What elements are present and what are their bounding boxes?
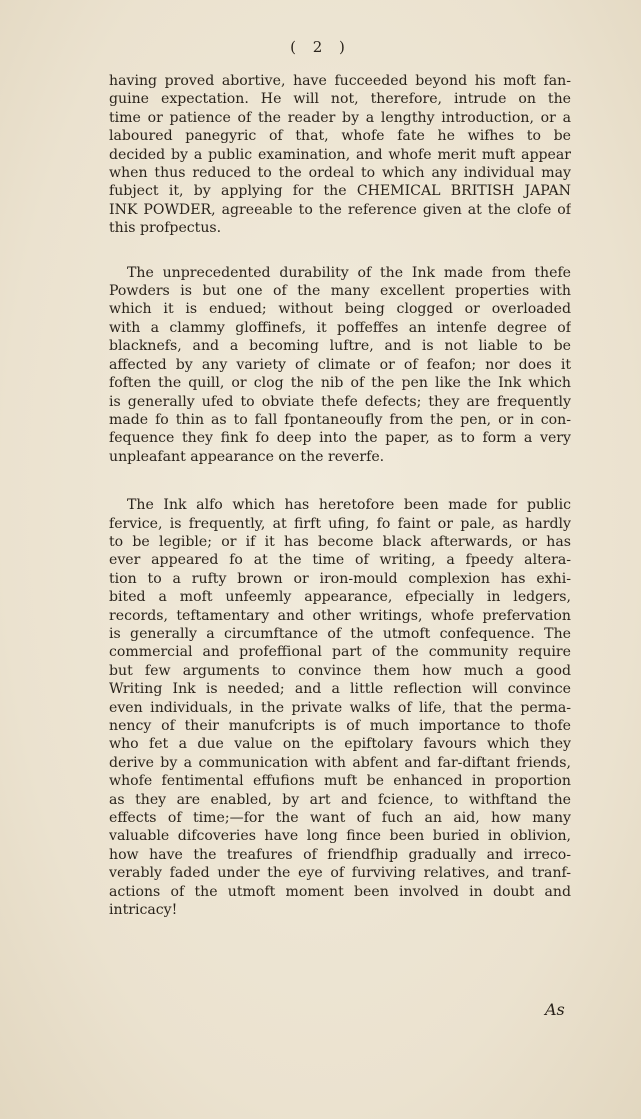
text-line: verably faded under the eye of furviving relatives, and tranf- <box>109 865 571 882</box>
text-line: to be legible; or if it has become black afterwards, or has <box>109 533 571 550</box>
text-line: when thus reduced to the ordeal to which any individual may <box>109 165 571 182</box>
paragraph-3 <box>109 496 571 919</box>
text-line: effects of time;—for the want of fuch an aid, how many <box>109 810 571 827</box>
text-line: The unprecedented durability of the Ink made from thefe <box>127 264 571 281</box>
text-line: even individuals, in the private walks of life, that the perma- <box>109 699 571 716</box>
text-line: Writing Ink is needed; and a little reflection will convince <box>109 681 571 698</box>
text-line: unpleafant appearance on the reverfe. <box>109 448 385 465</box>
text-line: as they are enabled, by art and fcience, to withftand the <box>109 791 571 808</box>
text-line: is generally ufed to obviate thefe defects; they are frequently <box>109 393 571 410</box>
text-line: this profpectus. <box>109 220 222 237</box>
text-line: how have the treafures of friendfhip gradually and irreco- <box>109 846 571 863</box>
text-line: tion to a rufty brown or iron-mould complexion has exhi- <box>109 570 571 587</box>
paragraph-2 <box>109 264 571 466</box>
text-line: whofe fentimental effufions muft be enhanced in proportion <box>109 773 571 790</box>
text-line: laboured panegyric of that, whofe fate he wifhes to be <box>109 128 571 145</box>
text-line: actions of the utmoft moment been involved in doubt and <box>109 883 571 900</box>
text-line: bited a moft unfeemly appearance, efpecially in ledgers, <box>109 589 571 606</box>
text-line: affected by any variety of climate or of feafon; nor does it <box>109 356 571 373</box>
text-line: but few arguments to convince them how much a good <box>109 662 571 679</box>
text-line: records, teftamentary and other writings, whofe prefervation <box>109 607 571 624</box>
text-line: decided by a public examination, and whofe merit muft appear <box>109 146 571 163</box>
text-line: is generally a circumftance of the utmoft confequence. The <box>109 625 571 642</box>
text-line: The Ink alfo which has heretofore been made for public <box>127 497 571 514</box>
text-line: fubject it, by applying for the CHEMICAL BRITISH JAPAN <box>109 183 571 200</box>
text-line: valuable difcoveries have long fince been buried in oblivion, <box>109 828 571 845</box>
text-line: with a clammy gloffinefs, it poffeffes an intenfe degree of <box>109 319 571 336</box>
text-line: fervice, is frequently, at firft ufing, fo faint or pale, as hardly <box>109 515 571 532</box>
text-line: Powders is but one of the many excellent properties with <box>109 283 571 300</box>
paragraph-1 <box>109 72 571 238</box>
text-line: derive by a communication with abfent and far-diftant friends, <box>109 754 571 771</box>
text-line: fequence they fink fo deep into the paper, as to form a very <box>109 430 571 447</box>
text-line: made fo thin as to fall fpontaneoufly from the pen, or in con- <box>109 411 571 428</box>
text-line: which it is endued; without being clogged or overloaded <box>109 301 571 318</box>
page-number: ( 2 ) <box>290 38 351 56</box>
text-line: commercial and profeffional part of the community require <box>109 644 571 661</box>
text-line: foften the quill, or clog the nib of the pen like the Ink which <box>109 375 571 392</box>
text-line: time or patience of the reader by a lengthy introduction, or a <box>109 109 571 126</box>
text-line: INK POWDER, agreeable to the reference given at the clofe of <box>109 201 571 218</box>
text-line: nency of their manufcripts is of much importance to thofe <box>109 718 571 734</box>
text-line: having proved abortive, have fucceeded beyond his moft fan- <box>109 73 571 89</box>
catchword: As <box>545 1000 565 1019</box>
text-line: blacknefs, and a becoming luftre, and is not liable to be <box>109 338 571 355</box>
text-line: ever appeared fo at the time of writing, a fpeedy altera- <box>109 552 571 569</box>
text-line: who fet a due value on the epiftolary favours which they <box>109 736 571 753</box>
page-body <box>109 72 571 943</box>
text-line: intricacy! <box>109 902 178 919</box>
text-line: guine expectation. He will not, therefore, intrude on the <box>109 91 571 108</box>
